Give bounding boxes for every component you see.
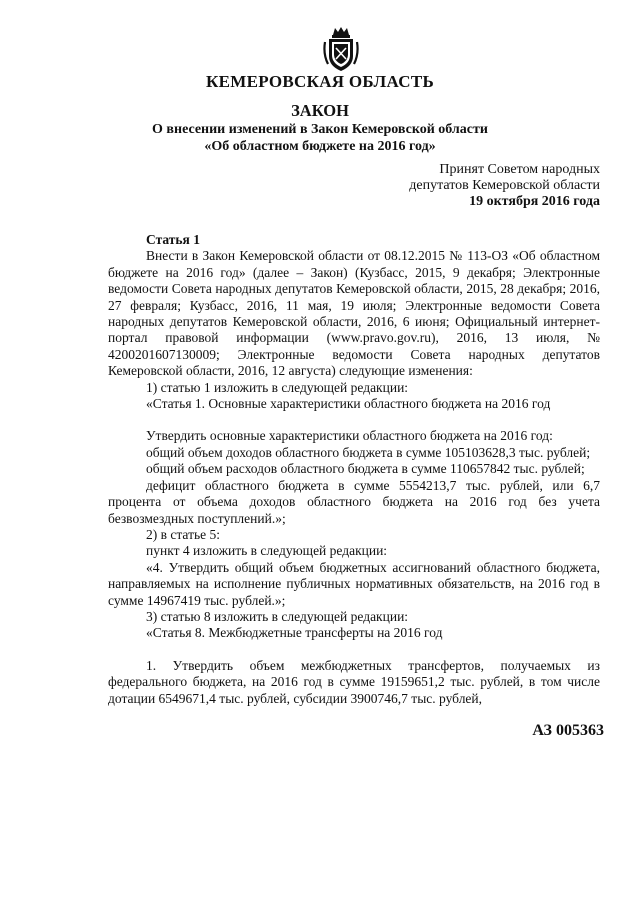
transfers-paragraph: 1. Утвердить объем межбюджетных трансфертов, получаемых из федерального бюджета, на 2016 год в сумме 19159651,2 тыс. рублей, в том числе дотации 6549671,4 тыс. рублей, субсидии 3900746,7 тыс. рублей, (108, 657, 600, 706)
point-4-text: «4. Утвердить общий объем бюджетных ассигнований областного бюджета, направляемых на исполнение публичных нормативных обязательств, на 2016 год в сумме 14967419 тыс. рублей.»; (108, 559, 600, 608)
article-1-heading: «Статья 1. Основные характеристики областного бюджета на 2016 год (146, 396, 551, 412)
law-subject-line1: О внесении изменений в Закон Кемеровской области (152, 122, 488, 137)
region-title: КЕМЕРОВСКАЯ ОБЛАСТЬ (206, 72, 434, 91)
revenue-paragraph: общий объем доходов областного бюджета в сумме 105103628,3 тыс. рублей; (146, 444, 591, 460)
approve-main-characteristics: Утвердить основные характеристики областного бюджета на 2016 год: (146, 428, 553, 444)
point-4-intro: пункт 4 изложить в следующей редакции: (146, 543, 388, 559)
adoption-line2: депутатов Кемеровской области (409, 178, 600, 193)
item-2: 2) в статье 5: (146, 526, 220, 542)
law-subject (0, 121, 640, 155)
expenses-paragraph: общий объем расходов областного бюджета в сумме 110657842 тыс. рублей; (146, 461, 585, 477)
deficit-paragraph: дефицит областного бюджета в сумме 5554213,7 тыс. рублей, или 6,7 процента от объема доходов областного бюджета на 2016 год без учета безвозмездных поступлений.»; (108, 477, 600, 526)
law-subject-line2: «Об областном бюджете на 2016 год» (204, 139, 436, 154)
adoption-date: 19 октября 2016 года (469, 194, 600, 209)
article-heading: Статья 1 (146, 232, 200, 247)
spacer (108, 412, 600, 428)
adoption-line1: Принят Советом народных (439, 162, 600, 177)
adoption-block (409, 162, 600, 210)
spacer (108, 642, 600, 658)
law-title: ЗАКОН (291, 101, 349, 120)
intro-paragraph: Внести в Закон Кемеровской области от 08.12.2015 № 113-ОЗ «Об областном бюджете на 2016 год» (далее – Закон) (Кузбасс, 2015, 9 декабря; Электронные ведомости Совета народных депутатов Кемеровской области, 2015, 28 декабря; 2016, 27 февраля; Кузбасс, 2016, 11 мая, 19 июля; Электронные ведомости Совета народных депутатов Кемеровской области, 2016, 6 июня; Официальный интернет-портал правовой информации (www.pravo.gov.ru), 2016, 13 июля, № 4200201607130009; Электронные ведомости Совета народных депутатов Кемеровской области, 2016, 12 августа) следующие изменения: (108, 248, 600, 379)
article-8-heading: «Статья 8. Межбюджетные трансферты на 2016 год (146, 625, 443, 641)
item-3: 3) статью 8 изложить в следующей редакции: (146, 608, 409, 624)
document-code: АЗ 005363 (532, 722, 604, 739)
law-body (108, 232, 600, 707)
item-1: 1) статью 1 изложить в следующей редакции: (146, 379, 409, 395)
coat-of-arms-icon (322, 26, 360, 72)
